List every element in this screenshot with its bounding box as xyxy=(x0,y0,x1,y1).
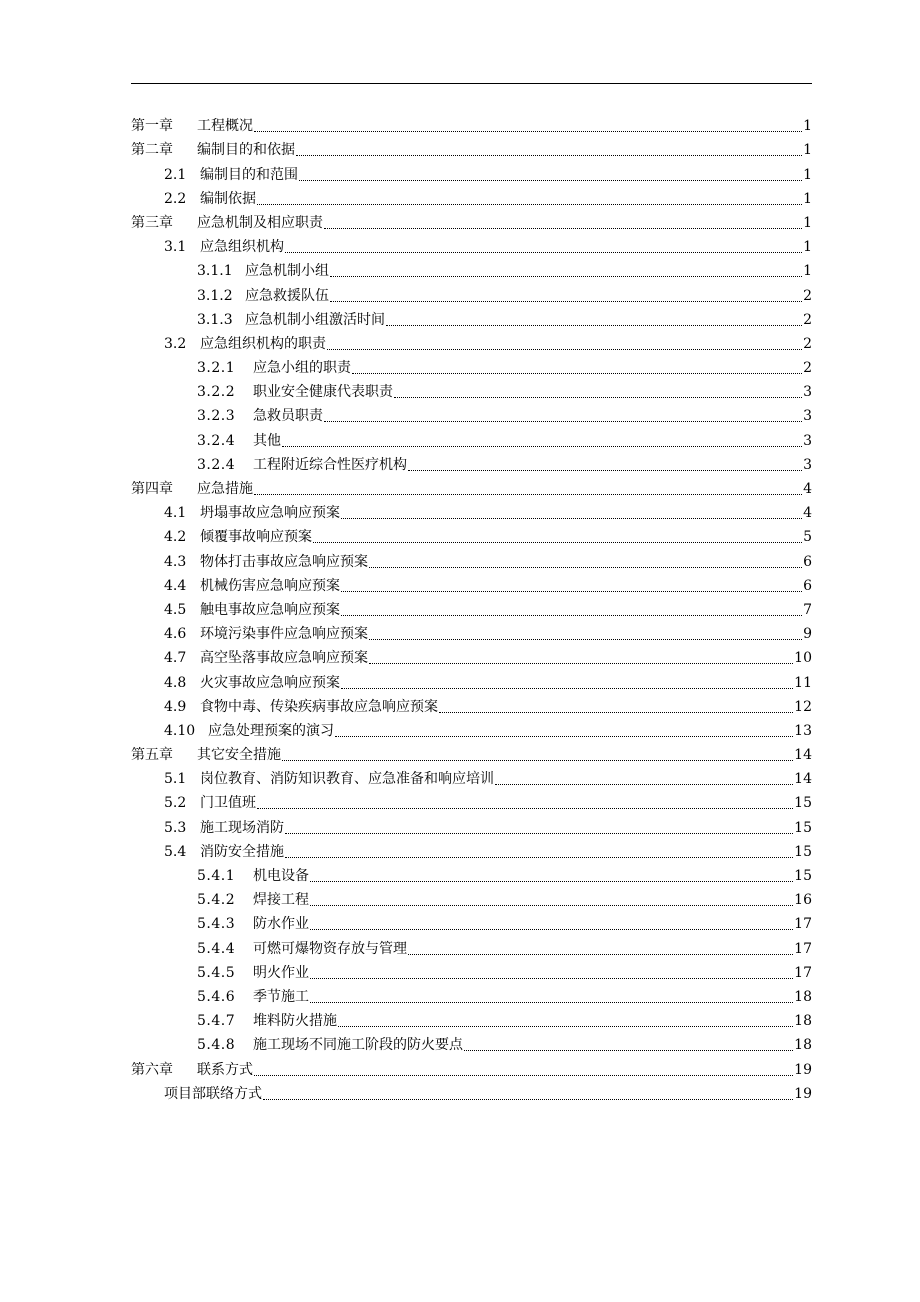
toc-entry-number: 5.4.7 xyxy=(197,1013,236,1030)
toc-entry-page: 17 xyxy=(794,940,812,957)
toc-leader-dots xyxy=(254,494,802,495)
toc-entry-title: 机电设备 xyxy=(253,868,309,884)
toc-entry-title: 应急处理预案的演习 xyxy=(208,722,334,739)
toc-entry-title: 应急机制小组 xyxy=(245,263,329,280)
toc-entry-page: 17 xyxy=(794,916,812,933)
toc-entry-number: 5.3 xyxy=(164,819,187,836)
toc-entry-page: 19 xyxy=(794,1085,812,1102)
toc-leader-dots xyxy=(369,663,793,664)
toc-entry-page: 18 xyxy=(794,988,812,1005)
toc-entry-number: 2.1 xyxy=(164,166,187,183)
toc-entry-page: 17 xyxy=(794,964,812,981)
toc-leader-dots xyxy=(285,857,793,858)
toc-entry-page: 1 xyxy=(803,166,812,183)
toc-leader-dots xyxy=(335,736,793,737)
toc-entry[interactable] xyxy=(131,692,812,716)
toc-entry-number: 5.4.3 xyxy=(197,916,236,933)
toc-entry[interactable] xyxy=(131,716,812,740)
toc-entry-number: 3.2.1 xyxy=(197,360,236,377)
toc-leader-dots xyxy=(324,421,802,422)
toc-entry-title: 应急救援队伍 xyxy=(245,287,329,304)
toc-entry-number: 第六章 xyxy=(131,1061,173,1078)
toc-entry-number: 第四章 xyxy=(131,481,173,497)
toc-entry[interactable] xyxy=(131,861,812,885)
toc-entry-page: 1 xyxy=(803,239,812,256)
toc-leader-dots xyxy=(341,591,802,592)
toc-entry-page: 1 xyxy=(803,118,812,135)
toc-entry-title: 火灾事故应急响应预案 xyxy=(200,674,340,691)
toc-entry-page: 2 xyxy=(803,360,812,377)
toc-entry-title: 应急机制小组激活时间 xyxy=(245,311,385,328)
table-of-contents xyxy=(131,111,812,1103)
toc-leader-dots xyxy=(254,131,802,132)
toc-entry-page: 14 xyxy=(794,771,812,788)
toc-entry-title: 食物中毒、传染疾病事故应急响应预案 xyxy=(200,698,438,715)
toc-entry-title: 焊接工程 xyxy=(253,892,309,909)
toc-entry[interactable] xyxy=(131,1006,812,1030)
toc-leader-dots xyxy=(263,1099,793,1100)
toc-entry-number: 4.3 xyxy=(164,553,187,570)
toc-entry-number: 3.2 xyxy=(164,335,187,352)
toc-entry-title: 工程附近综合性医疗机构 xyxy=(253,456,407,473)
toc-entry-page: 3 xyxy=(803,432,812,449)
toc-entry[interactable] xyxy=(131,305,812,329)
toc-entry[interactable] xyxy=(131,885,812,909)
toc-entry-number: 第一章 xyxy=(131,118,173,135)
toc-entry-number: 4.7 xyxy=(164,650,187,667)
toc-entry-number: 3.2.4 xyxy=(197,456,236,473)
toc-entry-number: 5.4.6 xyxy=(197,988,236,1005)
toc-leader-dots xyxy=(341,615,802,616)
toc-entry[interactable] xyxy=(131,1030,812,1054)
toc-leader-dots xyxy=(464,1050,793,1051)
toc-entry-title: 应急小组的职责 xyxy=(253,360,351,377)
toc-entry-page: 7 xyxy=(803,601,812,618)
toc-leader-dots xyxy=(282,446,802,447)
toc-entry-title: 环境污染事件应急响应预案 xyxy=(200,626,368,643)
toc-entry-title: 门卫值班 xyxy=(200,795,256,812)
toc-entry-page: 14 xyxy=(794,747,812,764)
toc-entry-number: 5.4.2 xyxy=(197,892,236,909)
toc-entry-number: 3.1.1 xyxy=(197,263,233,280)
toc-entry[interactable] xyxy=(131,619,812,643)
toc-entry-number: 5.2 xyxy=(164,795,187,812)
toc-entry-page: 4 xyxy=(803,505,812,522)
toc-entry-title: 岗位教育、消防知识教育、应急准备和响应培训 xyxy=(200,771,494,788)
toc-entry[interactable] xyxy=(131,232,812,256)
toc-entry-number: 4.2 xyxy=(164,529,187,546)
toc-entry-number: 5.4.5 xyxy=(197,964,236,981)
toc-entry-page: 3 xyxy=(803,384,812,401)
toc-leader-dots xyxy=(299,180,802,181)
toc-entry-title: 物体打击事故应急响应预案 xyxy=(200,553,368,570)
toc-entry-title: 其他 xyxy=(253,432,281,449)
toc-entry[interactable] xyxy=(131,764,812,788)
toc-entry[interactable] xyxy=(131,909,812,933)
toc-leader-dots xyxy=(310,929,793,930)
toc-entry-number: 4.8 xyxy=(164,674,187,691)
toc-entry-title: 触电事故应急响应预案 xyxy=(200,601,340,618)
toc-entry-title: 编制目的和范围 xyxy=(200,166,298,183)
toc-entry-page: 15 xyxy=(794,795,812,812)
toc-leader-dots xyxy=(296,155,802,156)
toc-leader-dots xyxy=(369,567,802,568)
toc-entry[interactable] xyxy=(131,667,812,691)
toc-leader-dots xyxy=(369,639,802,640)
toc-entry[interactable] xyxy=(131,353,812,377)
toc-entry-number: 3.1 xyxy=(164,239,187,256)
toc-entry-number: 3.1.2 xyxy=(197,287,233,304)
toc-entry[interactable] xyxy=(131,1054,812,1078)
toc-entry[interactable] xyxy=(131,933,812,957)
toc-entry-number: 4.4 xyxy=(164,577,187,594)
toc-entry[interactable] xyxy=(131,643,812,667)
toc-entry[interactable] xyxy=(131,982,812,1006)
toc-entry-number: 4.6 xyxy=(164,626,187,643)
toc-entry-page: 9 xyxy=(803,626,812,643)
toc-leader-dots xyxy=(310,905,793,906)
toc-entry-page: 5 xyxy=(803,529,812,546)
toc-entry[interactable] xyxy=(131,498,812,522)
toc-entry[interactable] xyxy=(131,184,812,208)
toc-entry-number: 5.4.1 xyxy=(197,868,236,884)
toc-leader-dots xyxy=(285,833,793,834)
toc-entry-page: 2 xyxy=(803,287,812,304)
toc-entry-title: 应急组织机构 xyxy=(200,239,284,256)
toc-entry-title: 应急组织机构的职责 xyxy=(200,335,326,352)
toc-entry-number: 第三章 xyxy=(131,214,173,231)
toc-leader-dots xyxy=(408,954,793,955)
toc-leader-dots xyxy=(313,542,802,543)
toc-entry-title: 编制依据 xyxy=(200,190,256,207)
toc-entry-page: 1 xyxy=(803,190,812,207)
toc-entry[interactable] xyxy=(131,256,812,280)
toc-leader-dots xyxy=(495,784,793,785)
toc-entry-title: 倾覆事故响应预案 xyxy=(200,529,312,546)
toc-entry[interactable] xyxy=(131,135,812,159)
toc-entry[interactable] xyxy=(131,595,812,619)
toc-leader-dots xyxy=(330,276,802,277)
toc-entry[interactable] xyxy=(131,280,812,304)
toc-entry-page: 2 xyxy=(803,311,812,328)
toc-entry-page: 3 xyxy=(803,456,812,473)
toc-entry[interactable] xyxy=(131,1079,812,1103)
toc-entry-title: 应急措施 xyxy=(197,481,253,497)
toc-leader-dots xyxy=(257,204,802,205)
toc-entry-number: 5.4.4 xyxy=(197,940,236,957)
toc-entry-title: 坍塌事故应急响应预案 xyxy=(200,505,340,522)
toc-leader-dots xyxy=(254,1075,793,1076)
toc-leader-dots xyxy=(439,712,793,713)
toc-leader-dots xyxy=(338,1026,793,1027)
toc-entry-page: 6 xyxy=(803,553,812,570)
toc-leader-dots xyxy=(324,228,802,229)
toc-entry-page: 2 xyxy=(803,335,812,352)
toc-entry-number: 4.9 xyxy=(164,698,187,715)
toc-entry-number: 第五章 xyxy=(131,747,173,764)
toc-leader-dots xyxy=(408,470,802,471)
toc-entry-number: 第二章 xyxy=(131,142,173,159)
toc-entry-title: 急救员职责 xyxy=(253,408,323,425)
toc-entry[interactable] xyxy=(131,740,812,764)
toc-entry-page: 10 xyxy=(794,650,812,667)
toc-entry-number: 5.4.8 xyxy=(197,1037,236,1054)
toc-entry-title: 施工现场不同施工阶段的防火要点 xyxy=(253,1037,463,1054)
toc-entry[interactable] xyxy=(131,571,812,595)
toc-entry-number: 5.1 xyxy=(164,771,187,788)
toc-entry-page: 15 xyxy=(794,868,812,884)
toc-leader-dots xyxy=(352,373,802,374)
toc-entry-page: 6 xyxy=(803,577,812,594)
toc-entry[interactable] xyxy=(131,546,812,570)
toc-entry-page: 1 xyxy=(803,214,812,231)
toc-entry-title: 堆料防火措施 xyxy=(253,1013,337,1030)
toc-entry-title: 应急机制及相应职责 xyxy=(197,214,323,231)
toc-entry-title: 消防安全措施 xyxy=(200,843,284,860)
toc-entry[interactable] xyxy=(131,208,812,232)
toc-entry-number: 3.2.2 xyxy=(197,384,236,401)
toc-entry-title: 防水作业 xyxy=(253,916,309,933)
toc-entry[interactable] xyxy=(131,450,812,474)
toc-entry-page: 15 xyxy=(794,843,812,860)
toc-entry-page: 18 xyxy=(794,1037,812,1054)
toc-leader-dots xyxy=(330,301,802,302)
toc-entry-title: 机械伤害应急响应预案 xyxy=(200,577,340,594)
toc-leader-dots xyxy=(285,252,802,253)
toc-leader-dots xyxy=(257,808,793,809)
header-rule xyxy=(131,83,812,84)
toc-entry-page: 19 xyxy=(794,1061,812,1078)
toc-entry-title: 其它安全措施 xyxy=(197,747,281,764)
toc-leader-dots xyxy=(341,518,802,519)
toc-entry-title: 可燃可爆物资存放与管理 xyxy=(253,940,407,957)
toc-leader-dots xyxy=(310,978,793,979)
toc-entry[interactable] xyxy=(131,329,812,353)
toc-entry-page: 15 xyxy=(794,819,812,836)
toc-entry-number: 3.2.4 xyxy=(197,432,236,449)
toc-entry-number: 4.5 xyxy=(164,601,187,618)
toc-entry-number: 2.2 xyxy=(164,190,187,207)
toc-entry[interactable] xyxy=(131,958,812,982)
toc-entry-title: 施工现场消防 xyxy=(200,819,284,836)
toc-entry[interactable] xyxy=(131,159,812,183)
toc-entry-page: 1 xyxy=(803,142,812,159)
toc-entry-title: 工程概况 xyxy=(197,118,253,135)
toc-entry[interactable] xyxy=(131,377,812,401)
toc-entry-page: 13 xyxy=(794,722,812,739)
toc-entry-title: 项目部联络方式 xyxy=(164,1085,262,1102)
toc-entry-page: 1 xyxy=(803,263,812,280)
toc-entry[interactable] xyxy=(131,812,812,836)
toc-leader-dots xyxy=(386,325,802,326)
toc-entry-page: 11 xyxy=(794,674,812,691)
toc-entry-number: 3.1.3 xyxy=(197,311,233,328)
toc-leader-dots xyxy=(310,881,793,882)
toc-leader-dots xyxy=(394,397,802,398)
toc-entry-title: 高空坠落事故应急响应预案 xyxy=(200,650,368,667)
toc-leader-dots xyxy=(327,349,802,350)
toc-entry[interactable] xyxy=(131,401,812,425)
toc-entry-page: 16 xyxy=(794,892,812,909)
toc-entry-title: 联系方式 xyxy=(197,1061,253,1078)
toc-entry-title: 明火作业 xyxy=(253,964,309,981)
toc-entry[interactable] xyxy=(131,837,812,861)
toc-entry-page: 18 xyxy=(794,1013,812,1030)
toc-leader-dots xyxy=(310,1002,793,1003)
toc-entry-title: 编制目的和依据 xyxy=(197,142,295,159)
toc-entry-page: 4 xyxy=(803,481,812,497)
toc-entry[interactable] xyxy=(131,425,812,449)
toc-entry-page: 12 xyxy=(794,698,812,715)
toc-entry[interactable] xyxy=(131,788,812,812)
toc-entry-title: 职业安全健康代表职责 xyxy=(253,384,393,401)
toc-entry[interactable] xyxy=(131,522,812,546)
toc-entry-number: 5.4 xyxy=(164,843,187,860)
toc-entry-title: 季节施工 xyxy=(253,988,309,1005)
toc-entry-page: 3 xyxy=(803,408,812,425)
toc-entry[interactable] xyxy=(131,474,812,498)
toc-entry-number: 3.2.3 xyxy=(197,408,236,425)
toc-leader-dots xyxy=(341,688,793,689)
toc-entry-number: 4.1 xyxy=(164,505,187,522)
toc-entry[interactable] xyxy=(131,111,812,135)
toc-leader-dots xyxy=(282,760,793,761)
toc-entry-number: 4.10 xyxy=(164,722,196,739)
